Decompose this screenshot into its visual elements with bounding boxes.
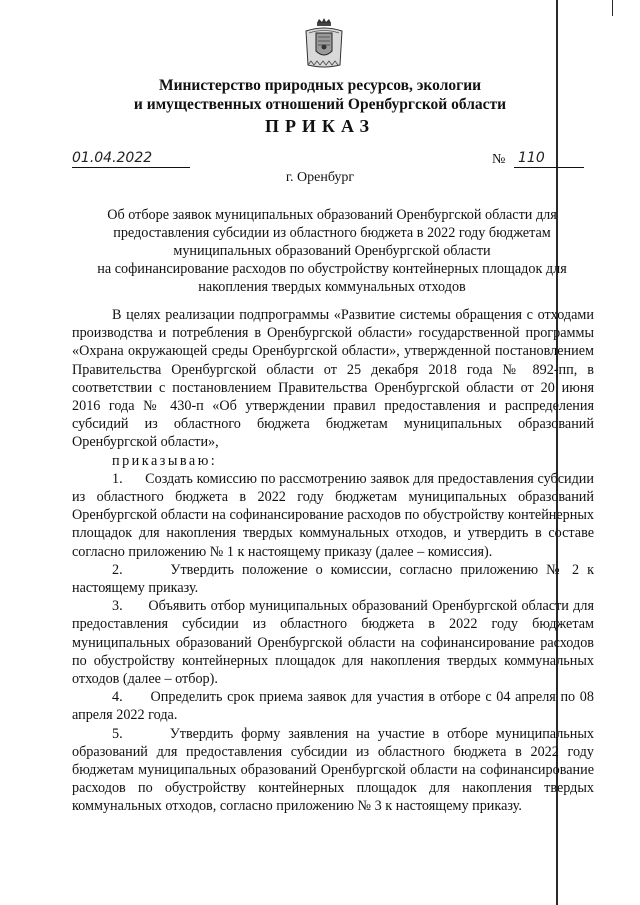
- document-number: 110: [514, 150, 584, 168]
- order-word: приказываю:: [112, 452, 218, 469]
- order-item-5: 5. Утвердить форму заявления на участие в отборе муниципальных образований для предоставления субсидии из областного бюджета в 2022 году бюджетам муниципальных образований Оренбургской области на софинансирование расходов по обустройству контейнерных площадок для накопления твердых коммунальных отходов, согласно приложению № 3 к настоящему приказу.: [72, 725, 594, 815]
- title-line-5: накопления твердых коммунальных отходов: [198, 279, 466, 295]
- scan-artifact-tick: [612, 0, 613, 16]
- document-title: [72, 206, 592, 296]
- order-item-2: 2. Утвердить положение о комиссии, согласно приложению № 2 к настоящему приказу.: [72, 561, 594, 597]
- coat-of-arms-icon: [303, 17, 345, 69]
- ministry-line-2: и имущественных отношений Оренбургской области: [133, 96, 507, 113]
- order-item-4: 4. Определить срок приема заявок для участия в отборе с 04 апреля по 08 апреля 2022 года.: [72, 689, 594, 724]
- ministry-line-1: Министерство природных ресурсов, экологии: [158, 77, 482, 94]
- order-item-1: 1. Создать комиссию по рассмотрению заявок для предоставления субсидии из областного бюджета в 2022 году бюджетам муниципальных образований Оренбургской области на софинансирование расходов по обустройству контейнерных площадок для накопления твердых коммунальных отходов, и утвердить в составе согласно приложению № 1 к настоящему приказу (далее – комиссия).: [72, 470, 594, 560]
- city: г. Оренбург: [285, 170, 355, 185]
- document-type: ПРИКАЗ: [264, 116, 376, 136]
- title-line-1: Об отборе заявок муниципальных образований Оренбургской области для: [107, 207, 557, 223]
- document-date: 01.04.2022: [72, 150, 190, 168]
- document-body: [72, 306, 594, 816]
- preamble-paragraph: В целях реализации подпрограммы «Развитие системы обращения с отходами производства и потребления в Оренбургской области» государственной программы «Охрана окружающей среды Оренбургской области», утвержденной постановлением Правительства Оренбургской области от 25 декабря 2018 года № 892-пп, в соответствии с постановлением Правительства Оренбургской области от 20 июня 2016 года № 430-п «Об утверждении правил предоставления и распределения субсидий из областного бюджета бюджетам муниципальных образований Оренбургской области»,: [72, 307, 594, 451]
- title-line-2: предоставления субсидии из областного бюджета в 2022 году бюджетам: [113, 225, 551, 241]
- title-line-4: на софинансирование расходов по обустройству контейнерных площадок для: [97, 261, 567, 277]
- ministry-name: [100, 76, 540, 114]
- order-item-3: 3. Объявить отбор муниципальных образований Оренбургской области для предоставления субсидии из областного бюджета в 2022 году бюджетам муниципальных образований Оренбургской области на софинансирование расходов по обустройству контейнерных площадок для накопления твердых коммунальных отходов (далее – отбор).: [72, 598, 594, 688]
- number-label: №: [492, 152, 506, 167]
- title-line-3: муниципальных образований Оренбургской области: [173, 243, 491, 259]
